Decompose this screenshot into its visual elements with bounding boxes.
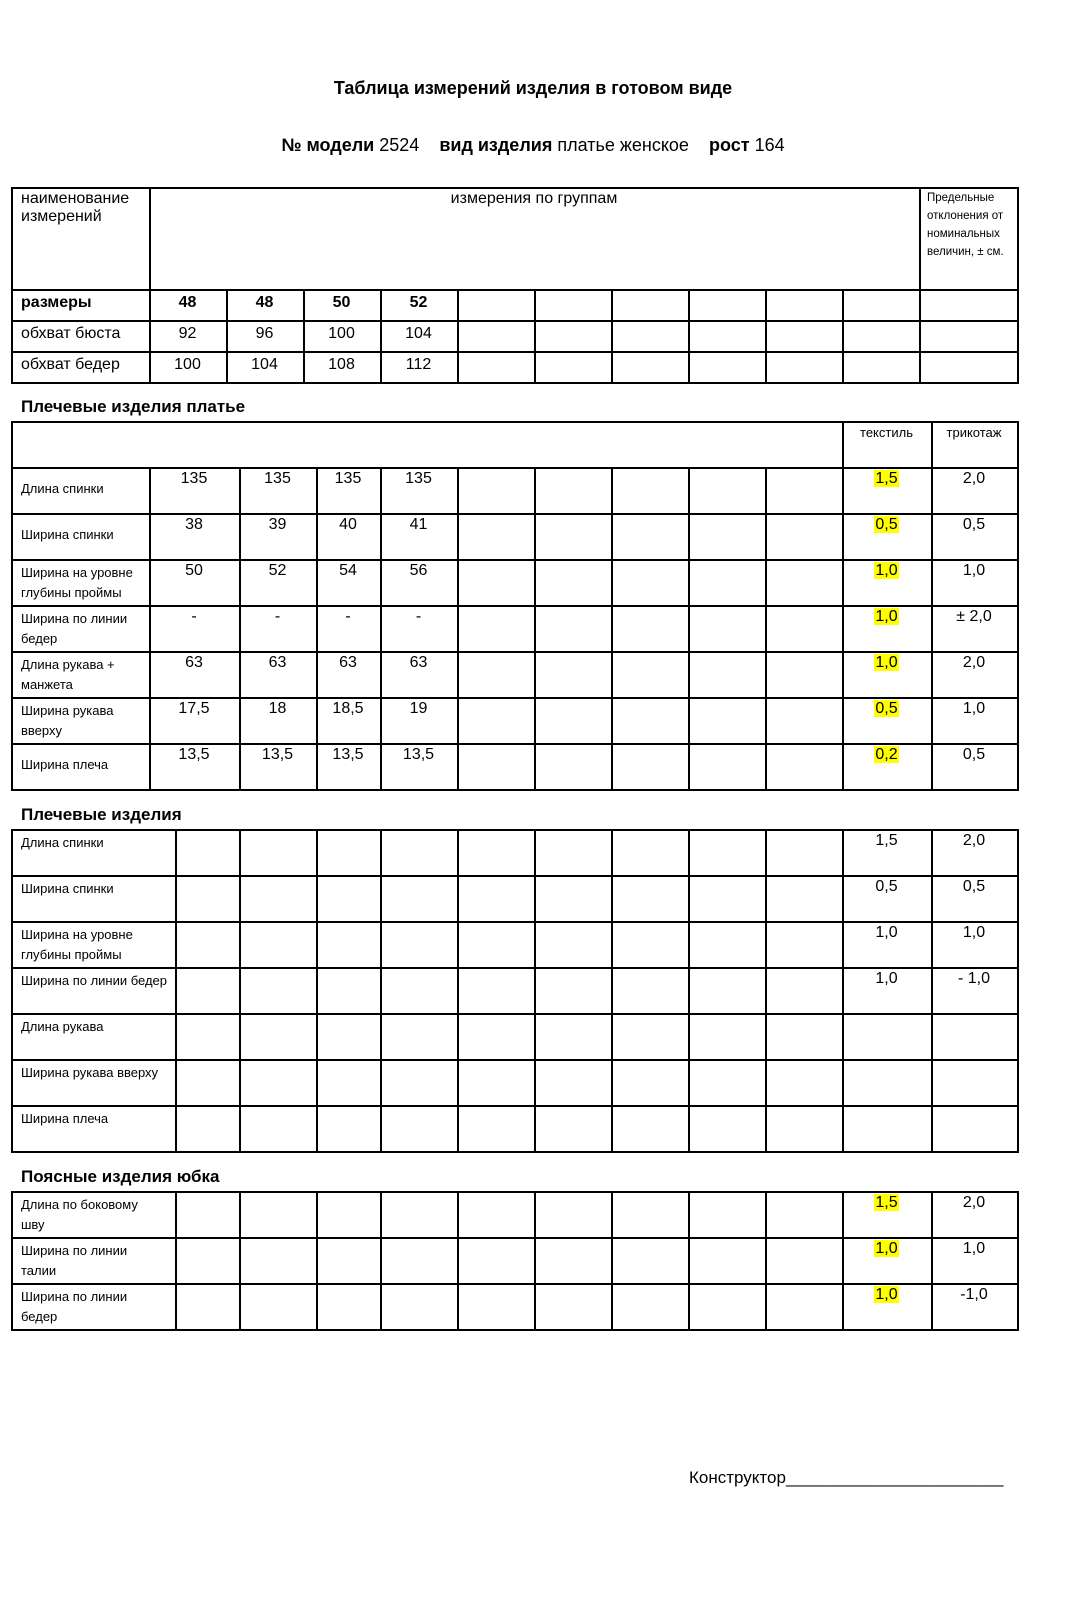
t3-row-2-cell-6 bbox=[534, 921, 613, 969]
t3-row-0-cell-7 bbox=[611, 829, 690, 877]
t1-row-label: обхват бедер bbox=[21, 356, 120, 373]
t3-row-4-cell-5 bbox=[457, 1013, 536, 1061]
t2-row-textile-highlight: 1,5 bbox=[875, 470, 898, 487]
t3-row-6-cell-1 bbox=[175, 1105, 241, 1153]
t2-row-value: 17,5 bbox=[178, 700, 210, 717]
t2-row-value: 56 bbox=[409, 562, 428, 579]
signature-label: Конструктор bbox=[689, 1468, 786, 1487]
t4-row-1-cell-2 bbox=[239, 1237, 318, 1285]
t3-row-2-cell-5 bbox=[457, 921, 536, 969]
t2-row-label: Длина спинки bbox=[21, 481, 104, 496]
t1-row-value: 96 bbox=[255, 325, 274, 342]
t3-row-label: Ширина по линии бедер bbox=[21, 973, 168, 988]
t3-row-5-cell-5 bbox=[457, 1059, 536, 1107]
t2-row-value: 50 bbox=[185, 562, 203, 579]
t2-row-textile bbox=[842, 470, 931, 488]
t3-row-2-cell-2 bbox=[239, 921, 318, 969]
t2-row-5-cell-6 bbox=[534, 697, 613, 745]
t2-row-value: 41 bbox=[409, 516, 428, 533]
t2-row-textile bbox=[842, 746, 931, 764]
t2-row-textile-highlight: 0,2 bbox=[875, 746, 898, 763]
t2-row-5-cell-5 bbox=[457, 697, 536, 745]
t1-row-2-cell-8 bbox=[688, 351, 767, 384]
t1-row-1-cell-7 bbox=[611, 320, 690, 353]
t3-row-2-cell-8 bbox=[688, 921, 767, 969]
t3-row-textile: 1,5 bbox=[875, 832, 898, 849]
t1-row-value: 104 bbox=[405, 325, 432, 342]
t2-row-4-cell-8 bbox=[688, 651, 767, 699]
t4-row-2-cell-4 bbox=[380, 1283, 459, 1331]
t3-row-3-cell-1 bbox=[175, 967, 241, 1015]
t2-row-0-cell-8 bbox=[688, 467, 767, 515]
t3-row-4-cell-10 bbox=[842, 1013, 933, 1061]
t2-knit-header: трикотаж bbox=[946, 425, 1002, 440]
t1-row-1-cell-11 bbox=[919, 320, 1019, 353]
t3-row-3-cell-8 bbox=[688, 967, 767, 1015]
t1-row-value: 48 bbox=[178, 294, 197, 311]
section-title: Поясные изделия юбка bbox=[21, 1167, 220, 1186]
t3-row-label: Ширина плеча bbox=[21, 1111, 109, 1126]
t4-row-0-cell-8 bbox=[688, 1191, 767, 1239]
t3-row-1-cell-4 bbox=[380, 875, 459, 923]
t2-row-4-cell-5 bbox=[457, 651, 536, 699]
t3-row-0-cell-2 bbox=[239, 829, 318, 877]
t3-row-3-cell-7 bbox=[611, 967, 690, 1015]
t2-row-knit: 0,5 bbox=[962, 746, 986, 763]
t2-row-knit: 2,0 bbox=[962, 654, 986, 671]
t2-row-textile-highlight: 1,0 bbox=[875, 562, 898, 579]
t2-row-6-cell-5 bbox=[457, 743, 536, 791]
t2-row-label: Ширина по линии бедер bbox=[21, 611, 128, 646]
t2-row-value: 38 bbox=[185, 516, 203, 533]
t3-row-4-cell-4 bbox=[380, 1013, 459, 1061]
t2-row-value: 52 bbox=[268, 562, 287, 579]
t4-row-label: Ширина по линии талии bbox=[21, 1243, 128, 1278]
t3-row-4-cell-7 bbox=[611, 1013, 690, 1061]
t2-row-textile bbox=[842, 608, 931, 626]
t2-row-value: 54 bbox=[339, 562, 357, 579]
t3-row-4-cell-3 bbox=[316, 1013, 382, 1061]
t4-row-label: Длина по боковому шву bbox=[21, 1197, 138, 1232]
t3-row-2-cell-3 bbox=[316, 921, 382, 969]
t2-row-3-cell-7 bbox=[611, 605, 690, 653]
t3-row-6-cell-7 bbox=[611, 1105, 690, 1153]
t2-row-3-cell-8 bbox=[688, 605, 767, 653]
t3-row-textile: 0,5 bbox=[875, 878, 898, 895]
t1-name-header: наименование измерений bbox=[21, 190, 130, 225]
t2-row-4-cell-9 bbox=[765, 651, 844, 699]
t3-row-3-cell-9 bbox=[765, 967, 844, 1015]
t3-row-label: Длина спинки bbox=[21, 835, 104, 850]
height-value: 164 bbox=[754, 135, 785, 155]
t4-row-2-cell-7 bbox=[611, 1283, 690, 1331]
t1-deviation-header: Предельные отклонения от номинальных величин, ± см. bbox=[927, 192, 1004, 258]
t3-row-4-cell-1 bbox=[175, 1013, 241, 1061]
t3-row-1-cell-8 bbox=[688, 875, 767, 923]
t3-row-1-cell-6 bbox=[534, 875, 613, 923]
t3-row-3-cell-5 bbox=[457, 967, 536, 1015]
t3-row-6-cell-11 bbox=[931, 1105, 1019, 1153]
t3-row-5-cell-3 bbox=[316, 1059, 382, 1107]
t2-row-label: Ширина на уровне глубины проймы bbox=[21, 565, 133, 600]
t2-row-3-cell-9 bbox=[765, 605, 844, 653]
t3-row-knit: - 1,0 bbox=[957, 970, 990, 987]
t2-row-value: 18,5 bbox=[332, 700, 364, 717]
t2-row-knit: 1,0 bbox=[962, 562, 986, 579]
t1-row-value: 112 bbox=[405, 356, 432, 373]
t3-row-label: Ширина на уровне глубины проймы bbox=[21, 927, 133, 962]
t3-row-3-cell-6 bbox=[534, 967, 613, 1015]
t3-row-knit: 1,0 bbox=[962, 924, 986, 941]
t3-row-4-cell-2 bbox=[239, 1013, 318, 1061]
t4-row-textile bbox=[842, 1194, 931, 1212]
t2-row-value: - bbox=[345, 608, 351, 625]
t4-row-2-cell-5 bbox=[457, 1283, 536, 1331]
t2-row-5-cell-9 bbox=[765, 697, 844, 745]
t4-row-0-cell-1 bbox=[175, 1191, 241, 1239]
t2-row-value: 13,5 bbox=[178, 746, 210, 763]
t2-row-0-cell-7 bbox=[611, 467, 690, 515]
t3-row-5-cell-10 bbox=[842, 1059, 933, 1107]
t1-row-value: 52 bbox=[409, 294, 428, 311]
height-label: рост bbox=[708, 135, 750, 155]
t2-row-value: 63 bbox=[339, 654, 357, 671]
t4-row-2-cell-1 bbox=[175, 1283, 241, 1331]
t2-row-value: 13,5 bbox=[402, 746, 435, 763]
t2-row-label: Длина рукава + манжета bbox=[21, 657, 115, 692]
signature-line: _______________________ bbox=[785, 1468, 1004, 1487]
t2-row-1-cell-5 bbox=[457, 513, 536, 561]
t4-row-textile bbox=[842, 1240, 931, 1258]
t2-row-value: 63 bbox=[185, 654, 203, 671]
t3-row-0-cell-5 bbox=[457, 829, 536, 877]
t3-row-5-cell-7 bbox=[611, 1059, 690, 1107]
t2-row-4-cell-6 bbox=[534, 651, 613, 699]
t3-row-5-cell-6 bbox=[534, 1059, 613, 1107]
t2-row-value: 19 bbox=[409, 700, 428, 717]
t3-row-4-cell-9 bbox=[765, 1013, 844, 1061]
t2-row-label: Ширина плеча bbox=[21, 757, 109, 772]
section-title: Плечевые изделия платье bbox=[21, 397, 246, 416]
t2-row-value: - bbox=[274, 608, 281, 625]
t2-row-value: - bbox=[191, 608, 197, 625]
t4-row-knit: 2,0 bbox=[962, 1194, 986, 1211]
t3-row-3-cell-3 bbox=[316, 967, 382, 1015]
model-value: 2524 bbox=[379, 135, 420, 155]
t2-textile-header: текстиль bbox=[860, 425, 913, 440]
t2-row-value: 63 bbox=[409, 654, 428, 671]
t3-row-5-cell-1 bbox=[175, 1059, 241, 1107]
model-label: № модели bbox=[281, 135, 375, 155]
t2-row-value: 13,5 bbox=[332, 746, 364, 763]
t3-row-0-cell-9 bbox=[765, 829, 844, 877]
t1-row-1-cell-6 bbox=[534, 320, 613, 353]
t1-row-0-cell-11 bbox=[919, 289, 1019, 322]
t4-row-0-cell-5 bbox=[457, 1191, 536, 1239]
t2-row-knit: ± 2,0 bbox=[956, 608, 992, 625]
t3-row-label: Ширина рукава вверху bbox=[21, 1065, 159, 1080]
t4-row-1-cell-6 bbox=[534, 1237, 613, 1285]
t3-row-5-cell-4 bbox=[380, 1059, 459, 1107]
t2-row-2-cell-8 bbox=[688, 559, 767, 607]
t1-row-2-cell-9 bbox=[765, 351, 844, 384]
t4-row-2-cell-2 bbox=[239, 1283, 318, 1331]
t1-row-0-cell-6 bbox=[534, 289, 613, 322]
t1-row-0-cell-9 bbox=[765, 289, 844, 322]
t2-row-2-cell-5 bbox=[457, 559, 536, 607]
t2-row-5-cell-7 bbox=[611, 697, 690, 745]
t3-row-3-cell-2 bbox=[239, 967, 318, 1015]
t2-row-2-cell-6 bbox=[534, 559, 613, 607]
t3-row-5-cell-11 bbox=[931, 1059, 1019, 1107]
t2-row-textile-highlight: 0,5 bbox=[875, 516, 898, 533]
t2-row-value: - bbox=[415, 608, 422, 625]
t4-row-textile-highlight: 1,0 bbox=[875, 1286, 898, 1303]
t1-groups-header: измерения по группам bbox=[450, 190, 618, 207]
t3-row-2-cell-7 bbox=[611, 921, 690, 969]
t3-row-label: Длина рукава bbox=[21, 1019, 104, 1034]
t2-row-1-cell-7 bbox=[611, 513, 690, 561]
t3-row-1-cell-1 bbox=[175, 875, 241, 923]
model-info-line bbox=[0, 135, 1066, 156]
kind-value: платье женское bbox=[557, 135, 689, 155]
t4-row-2-cell-9 bbox=[765, 1283, 844, 1331]
t3-row-4-cell-6 bbox=[534, 1013, 613, 1061]
t3-row-6-cell-5 bbox=[457, 1105, 536, 1153]
t2-row-textile bbox=[842, 516, 931, 534]
t1-row-0-cell-10 bbox=[842, 289, 921, 322]
t2-row-2-cell-9 bbox=[765, 559, 844, 607]
t1-row-label: обхват бюста bbox=[21, 325, 121, 342]
t3-row-4-cell-8 bbox=[688, 1013, 767, 1061]
t3-row-5-cell-2 bbox=[239, 1059, 318, 1107]
t3-row-5-cell-9 bbox=[765, 1059, 844, 1107]
signature-block bbox=[689, 1468, 1003, 1488]
t4-row-0-cell-4 bbox=[380, 1191, 459, 1239]
t1-row-1-cell-9 bbox=[765, 320, 844, 353]
t3-row-2-cell-1 bbox=[175, 921, 241, 969]
t3-row-5-cell-8 bbox=[688, 1059, 767, 1107]
t2-row-value: 18 bbox=[268, 700, 287, 717]
t2-row-6-cell-9 bbox=[765, 743, 844, 791]
t1-row-2-cell-5 bbox=[457, 351, 536, 384]
t2-header-blank-cell bbox=[11, 421, 844, 469]
t2-row-value: 39 bbox=[268, 516, 287, 533]
t3-row-1-cell-7 bbox=[611, 875, 690, 923]
t4-row-2-cell-6 bbox=[534, 1283, 613, 1331]
t4-row-1-cell-5 bbox=[457, 1237, 536, 1285]
t2-row-6-cell-6 bbox=[534, 743, 613, 791]
t3-row-3-cell-4 bbox=[380, 967, 459, 1015]
t3-row-6-cell-8 bbox=[688, 1105, 767, 1153]
t2-row-label: Ширина рукава вверху bbox=[21, 703, 114, 738]
t2-row-textile bbox=[842, 562, 931, 580]
t4-row-0-cell-7 bbox=[611, 1191, 690, 1239]
t3-row-label: Ширина спинки bbox=[21, 881, 114, 896]
t3-row-1-cell-5 bbox=[457, 875, 536, 923]
t4-row-1-cell-1 bbox=[175, 1237, 241, 1285]
t2-row-textile-highlight: 1,0 bbox=[875, 608, 898, 625]
t1-row-2-cell-7 bbox=[611, 351, 690, 384]
t3-row-knit: 0,5 bbox=[962, 878, 986, 895]
t1-row-1-cell-8 bbox=[688, 320, 767, 353]
t3-row-6-cell-10 bbox=[842, 1105, 933, 1153]
t3-row-textile: 1,0 bbox=[875, 970, 898, 987]
kind-label: вид изделия bbox=[439, 135, 553, 155]
t2-row-textile-highlight: 1,0 bbox=[875, 654, 898, 671]
t2-row-value: 63 bbox=[268, 654, 287, 671]
t2-row-0-cell-5 bbox=[457, 467, 536, 515]
t4-row-0-cell-9 bbox=[765, 1191, 844, 1239]
t3-row-textile: 1,0 bbox=[875, 924, 898, 941]
t4-row-0-cell-6 bbox=[534, 1191, 613, 1239]
t3-row-6-cell-6 bbox=[534, 1105, 613, 1153]
t3-row-0-cell-8 bbox=[688, 829, 767, 877]
t3-row-1-cell-9 bbox=[765, 875, 844, 923]
t1-row-0-cell-8 bbox=[688, 289, 767, 322]
t4-row-1-cell-9 bbox=[765, 1237, 844, 1285]
t3-row-6-cell-4 bbox=[380, 1105, 459, 1153]
t4-row-1-cell-7 bbox=[611, 1237, 690, 1285]
t1-row-0-cell-5 bbox=[457, 289, 536, 322]
t2-row-4-cell-7 bbox=[611, 651, 690, 699]
t1-row-0-cell-7 bbox=[611, 289, 690, 322]
t4-row-knit: -1,0 bbox=[960, 1286, 988, 1303]
t2-row-1-cell-8 bbox=[688, 513, 767, 561]
t2-row-5-cell-8 bbox=[688, 697, 767, 745]
t1-row-2-cell-11 bbox=[919, 351, 1019, 384]
t2-row-knit: 0,5 bbox=[962, 516, 986, 533]
t2-row-0-cell-6 bbox=[534, 467, 613, 515]
t3-row-2-cell-4 bbox=[380, 921, 459, 969]
section-title: Плечевые изделия bbox=[21, 805, 182, 824]
t1-row-value: 100 bbox=[328, 325, 355, 342]
t1-row-value: 50 bbox=[332, 294, 351, 311]
t2-row-knit: 1,0 bbox=[962, 700, 986, 717]
t4-row-0-cell-2 bbox=[239, 1191, 318, 1239]
t1-row-value: 92 bbox=[178, 325, 197, 342]
t2-row-1-cell-9 bbox=[765, 513, 844, 561]
t4-row-knit: 1,0 bbox=[962, 1240, 986, 1257]
t1-row-2-cell-10 bbox=[842, 351, 921, 384]
t2-row-value: 135 bbox=[334, 470, 362, 487]
t4-row-label: Ширина по линии бедер bbox=[21, 1289, 128, 1324]
t3-row-0-cell-4 bbox=[380, 829, 459, 877]
t4-row-1-cell-8 bbox=[688, 1237, 767, 1285]
t3-row-6-cell-9 bbox=[765, 1105, 844, 1153]
t4-row-textile bbox=[842, 1286, 931, 1304]
t4-row-2-cell-8 bbox=[688, 1283, 767, 1331]
t2-row-value: 135 bbox=[405, 470, 432, 487]
document-title: Таблица измерений изделия в готовом виде bbox=[333, 78, 733, 98]
t3-row-knit: 2,0 bbox=[962, 832, 986, 849]
t2-row-6-cell-8 bbox=[688, 743, 767, 791]
t2-row-2-cell-7 bbox=[611, 559, 690, 607]
t1-row-value: 104 bbox=[251, 356, 278, 373]
t1-row-value: 100 bbox=[174, 356, 201, 373]
t3-row-6-cell-2 bbox=[239, 1105, 318, 1153]
t3-row-6-cell-3 bbox=[316, 1105, 382, 1153]
t1-row-value: 108 bbox=[328, 356, 355, 373]
t4-row-textile-highlight: 1,0 bbox=[875, 1240, 898, 1257]
t1-row-label: размеры bbox=[21, 294, 92, 311]
t4-row-1-cell-4 bbox=[380, 1237, 459, 1285]
t2-row-textile bbox=[842, 654, 931, 672]
t3-row-0-cell-6 bbox=[534, 829, 613, 877]
t2-row-label: Ширина спинки bbox=[21, 527, 114, 542]
t1-row-1-cell-5 bbox=[457, 320, 536, 353]
t3-row-4-cell-11 bbox=[931, 1013, 1019, 1061]
t1-row-1-cell-10 bbox=[842, 320, 921, 353]
t4-row-0-cell-3 bbox=[316, 1191, 382, 1239]
t3-row-1-cell-3 bbox=[316, 875, 382, 923]
t2-row-value: 135 bbox=[264, 470, 291, 487]
t4-row-1-cell-3 bbox=[316, 1237, 382, 1285]
t2-row-textile bbox=[842, 700, 931, 718]
t1-row-2-cell-6 bbox=[534, 351, 613, 384]
t2-row-3-cell-6 bbox=[534, 605, 613, 653]
t3-row-0-cell-3 bbox=[316, 829, 382, 877]
t2-row-3-cell-5 bbox=[457, 605, 536, 653]
t3-row-0-cell-1 bbox=[175, 829, 241, 877]
t2-row-1-cell-6 bbox=[534, 513, 613, 561]
t2-row-value: 135 bbox=[180, 470, 208, 487]
t2-row-value: 40 bbox=[339, 516, 357, 533]
t2-row-6-cell-7 bbox=[611, 743, 690, 791]
t2-row-knit: 2,0 bbox=[962, 470, 986, 487]
t4-row-2-cell-3 bbox=[316, 1283, 382, 1331]
t2-row-0-cell-9 bbox=[765, 467, 844, 515]
t4-row-textile-highlight: 1,5 bbox=[875, 1194, 898, 1211]
t2-row-value: 13,5 bbox=[261, 746, 294, 763]
t3-row-2-cell-9 bbox=[765, 921, 844, 969]
t3-row-1-cell-2 bbox=[239, 875, 318, 923]
t2-row-textile-highlight: 0,5 bbox=[875, 700, 898, 717]
t1-row-value: 48 bbox=[255, 294, 274, 311]
